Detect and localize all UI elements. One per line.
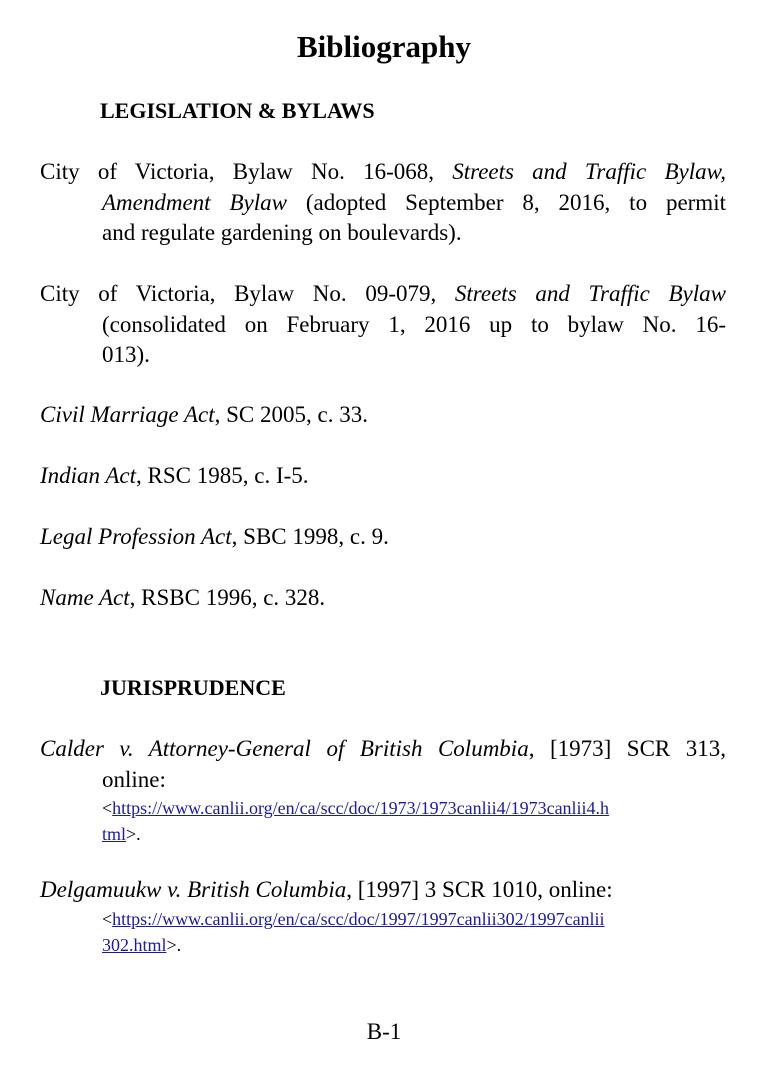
- delgamuukw-canlii-link[interactable]: https://www.canlii.org/en/ca/scc/doc/1997/1997canlii302/1997canlii: [112, 908, 605, 929]
- entry-url-line: <https://www.canlii.org/en/ca/scc/doc/1997/1997canlii302/1997canlii: [102, 908, 605, 929]
- entry-line: City of Victoria, Bylaw No. 16-068, Streets and Traffic Bylaw,: [40, 159, 726, 184]
- bibliography-entry-legal-profession-act: Legal Profession Act, SBC 1998, c. 9.: [40, 524, 389, 549]
- bibliography-entry-indian-act: Indian Act, RSC 1985, c. I-5.: [40, 463, 309, 488]
- entry-line: Delgamuukw v. British Columbia, [1997] 3 SCR 1010, online:: [40, 877, 613, 902]
- entry-line: online:: [102, 766, 166, 792]
- bibliography-entry-calder: [40, 734, 726, 847]
- calder-canlii-link-continued[interactable]: tml: [102, 824, 127, 844]
- delgamuukw-canlii-link-continued[interactable]: 302.html: [102, 934, 167, 955]
- bibliography-entry-civil-marriage-act: Civil Marriage Act, SC 2005, c. 33.: [40, 402, 368, 427]
- page-number: B-1: [366, 1019, 402, 1044]
- calder-canlii-link[interactable]: https://www.canlii.org/en/ca/scc/doc/1973/1973canlii4/1973canlii4.h: [112, 798, 610, 818]
- bibliography-entry-bylaw-16-068: [40, 157, 726, 249]
- entry-line: 013).: [102, 342, 150, 367]
- entry-line: and regulate gardening on boulevards).: [102, 220, 462, 245]
- bibliography-entry-bylaw-09-079: [40, 279, 726, 371]
- entry-line: Calder v. Attorney-General of British Columbia, [1973] SCR 313,: [40, 736, 726, 761]
- section-heading-jurisprudence: JURISPRUDENCE: [100, 675, 286, 700]
- entry-line: (consolidated on February 1, 2016 up to bylaw No. 16-: [102, 311, 726, 337]
- page-title: Bibliography: [297, 29, 471, 64]
- bibliography-entry-delgamuukw: [40, 875, 726, 958]
- entry-line: Amendment Bylaw (adopted September 8, 2016, to permit: [102, 189, 726, 215]
- bibliography-entry-name-act: Name Act, RSBC 1996, c. 328.: [40, 585, 326, 610]
- section-heading-legislation: LEGISLATION & BYLAWS: [100, 98, 375, 123]
- entry-url-line: <https://www.canlii.org/en/ca/scc/doc/1973/1973canlii4/1973canlii4.h: [102, 798, 610, 818]
- entry-url-line: tml>.: [102, 824, 141, 844]
- entry-line: City of Victoria, Bylaw No. 09-079, Streets and Traffic Bylaw: [40, 281, 726, 306]
- entry-url-line: 302.html>.: [102, 934, 182, 955]
